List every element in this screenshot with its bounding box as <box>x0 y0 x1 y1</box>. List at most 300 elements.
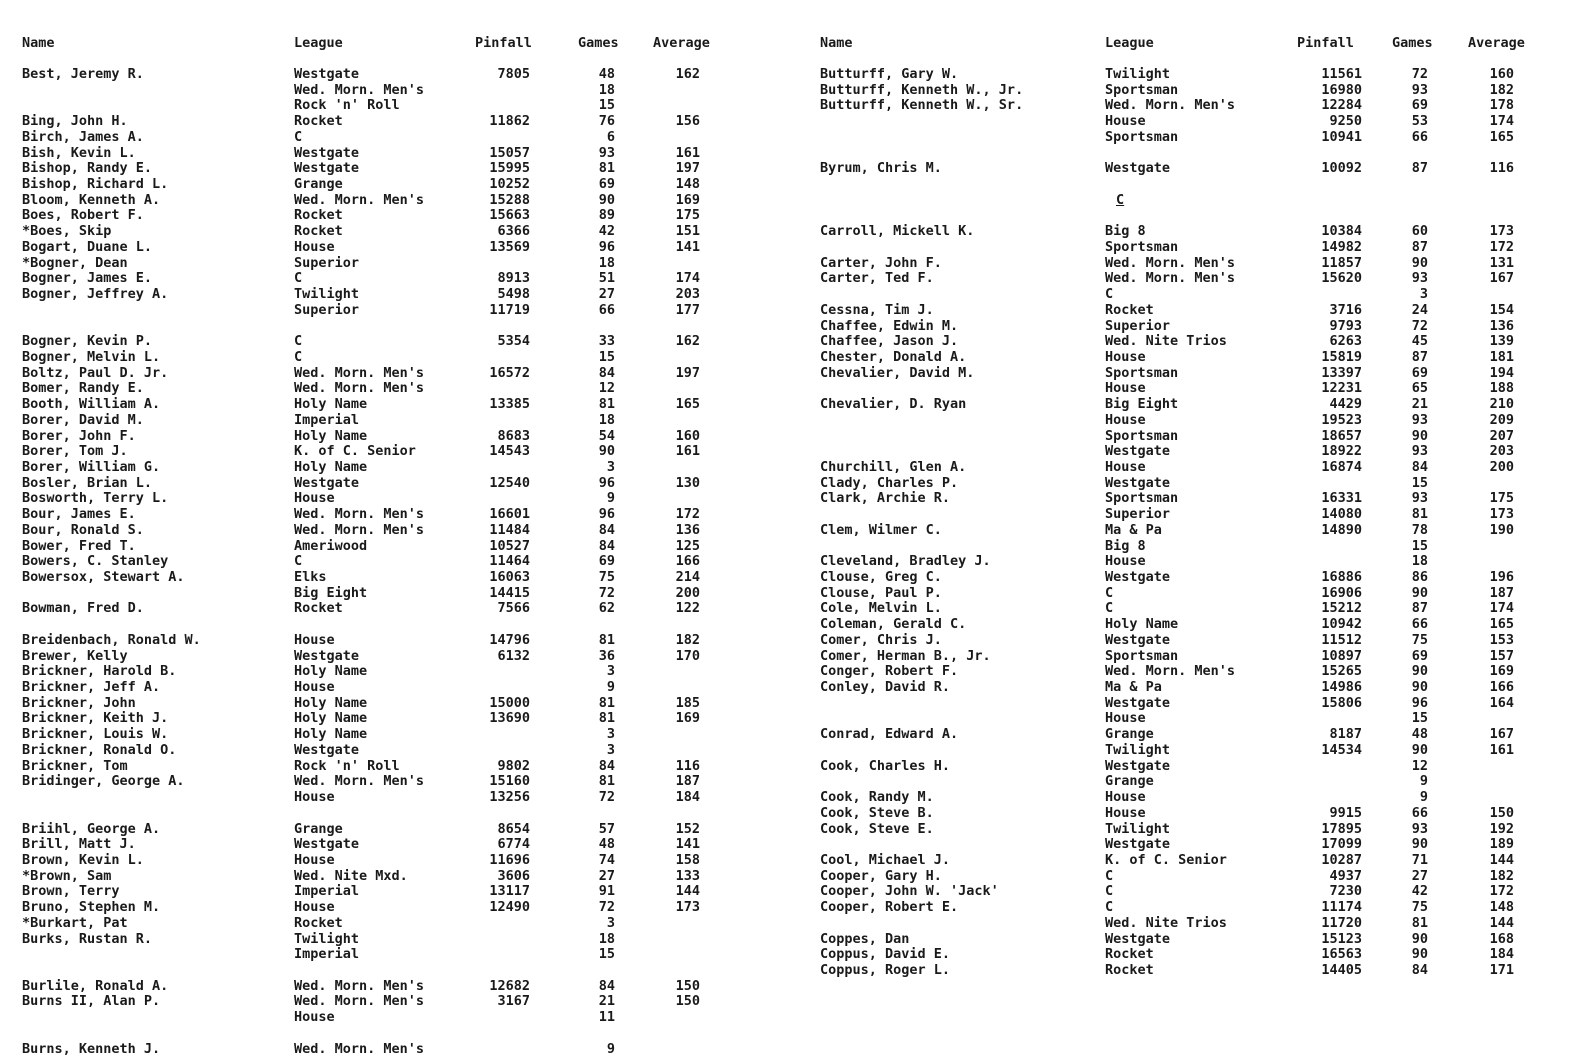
bowler-name: Brickner, Harold B. <box>22 663 177 680</box>
bowler-name: Chaffee, Edwin M. <box>820 317 959 334</box>
average-value: 197 <box>675 364 700 381</box>
games-value: 93 <box>598 144 615 161</box>
league-name: C <box>294 553 303 570</box>
games-value: 18 <box>598 411 615 428</box>
average-value: 185 <box>675 694 700 711</box>
bowler-name: Cooper, Gary H. <box>820 867 942 884</box>
bowler-name: Bomer, Randy E. <box>22 380 144 397</box>
games-value: 18 <box>598 254 615 271</box>
league-name: House <box>1105 380 1146 397</box>
average-value: 172 <box>1489 238 1514 255</box>
games-value: 3 <box>606 914 615 931</box>
average-value: 141 <box>675 238 700 255</box>
average-value: 174 <box>1489 113 1514 130</box>
league-name: House <box>294 851 335 868</box>
pinfall-value: 15000 <box>489 694 530 711</box>
bowler-name: Cook, Randy M. <box>820 789 934 806</box>
league-name: Superior <box>1105 317 1171 334</box>
average-value: 150 <box>675 977 700 994</box>
average-value: 160 <box>675 427 700 444</box>
pinfall-value: 13385 <box>489 396 530 413</box>
league-name: Westgate <box>1105 474 1171 491</box>
league-name: Imperial <box>294 411 360 428</box>
league-name: House <box>294 631 335 648</box>
pinfall-value: 4937 <box>1329 867 1362 884</box>
bowler-name: Brickner, Ronald O. <box>22 741 177 758</box>
pinfall-value: 8654 <box>497 820 530 837</box>
league-name: Westgate <box>294 474 360 491</box>
games-value: 57 <box>598 820 615 837</box>
league-name: Holy Name <box>294 663 368 680</box>
average-value: 164 <box>1489 694 1514 711</box>
league-name: Holy Name <box>294 427 368 444</box>
games-value: 9 <box>606 490 615 507</box>
league-name: C <box>1105 584 1114 601</box>
bowler-name: Borer, William G. <box>22 458 161 475</box>
games-value: 33 <box>598 333 615 350</box>
average-value: 116 <box>1489 160 1514 177</box>
average-value: 168 <box>1489 930 1514 947</box>
games-value: 42 <box>1411 883 1428 900</box>
pinfall-value: 14534 <box>1321 741 1362 758</box>
games-value: 62 <box>598 600 615 617</box>
average-value: 144 <box>1489 914 1514 931</box>
pinfall-value: 15123 <box>1321 930 1362 947</box>
pinfall-value: 18922 <box>1321 443 1362 460</box>
games-value: 90 <box>1411 930 1428 947</box>
league-name: Rocket <box>294 600 343 617</box>
games-value: 48 <box>1411 726 1428 743</box>
pinfall-value: 6774 <box>497 836 530 853</box>
pinfall-value: 15265 <box>1321 663 1362 680</box>
games-value: 90 <box>1411 741 1428 758</box>
average-value: 197 <box>675 160 700 177</box>
bowler-name: Brill, Matt J. <box>22 836 136 853</box>
pinfall-value: 17895 <box>1321 820 1362 837</box>
average-value: 184 <box>1489 946 1514 963</box>
average-value: 153 <box>1489 631 1514 648</box>
average-value: 170 <box>675 647 700 664</box>
league-name: House <box>294 1009 335 1026</box>
games-value: 9 <box>606 679 615 696</box>
games-value: 15 <box>598 97 615 114</box>
average-value: 122 <box>675 600 700 617</box>
bowler-name: Butturff, Kenneth W., Sr. <box>820 97 1024 114</box>
league-name: Wed. Nite Mxd. <box>294 867 408 884</box>
league-name: C <box>294 348 303 365</box>
pinfall-value: 17099 <box>1321 836 1362 853</box>
bowler-name: Cole, Melvin L. <box>820 600 942 617</box>
pinfall-value: 7230 <box>1329 883 1362 900</box>
league-name: Holy Name <box>294 694 368 711</box>
league-name: Wed. Morn. Men's <box>1105 254 1236 271</box>
bowler-name: Bosworth, Terry L. <box>22 490 169 507</box>
games-value: 90 <box>1411 427 1428 444</box>
pinfall-value: 7805 <box>497 66 530 82</box>
games-value: 75 <box>1411 631 1428 648</box>
league-name: Westgate <box>1105 569 1171 585</box>
pinfall-value: 18657 <box>1321 427 1362 444</box>
bowler-name: Bowers, C. Stanley <box>22 553 169 570</box>
games-value: 69 <box>598 176 615 193</box>
league-name: Westgate <box>294 647 360 664</box>
average-value: 116 <box>675 757 700 774</box>
pinfall-value: 3716 <box>1329 301 1362 318</box>
pinfall-value: 12284 <box>1321 97 1362 114</box>
bowler-name: Carter, Ted F. <box>820 270 934 287</box>
average-value: 187 <box>675 773 700 790</box>
league-name: C <box>1105 899 1114 916</box>
games-value: 66 <box>1411 804 1428 821</box>
pinfall-value: 16601 <box>489 506 530 523</box>
pinfall-value: 5498 <box>497 286 530 303</box>
games-value: 69 <box>1411 647 1428 664</box>
average-value: 173 <box>1489 223 1514 240</box>
average-value: 171 <box>1489 961 1514 978</box>
league-name: Holy Name <box>294 396 368 413</box>
league-name: House <box>1105 789 1146 806</box>
bowler-name: Cook, Steve B. <box>820 804 934 821</box>
league-name: Holy Name <box>294 726 368 743</box>
league-name: Grange <box>1105 726 1154 743</box>
games-value: 72 <box>598 584 615 601</box>
league-name: Rocket <box>1105 946 1154 963</box>
average-value: 167 <box>1489 726 1514 743</box>
header-average: Average <box>653 35 710 51</box>
pinfall-value: 15288 <box>489 191 530 208</box>
league-name: Twilight <box>1105 741 1171 758</box>
bowler-name: Bridinger, George A. <box>22 773 185 790</box>
bowler-name: Churchill, Glen A. <box>820 458 967 475</box>
bowler-name: Bogner, Melvin L. <box>22 348 161 365</box>
header-games: Games <box>578 35 619 51</box>
average-value: 136 <box>675 521 700 538</box>
games-value: 86 <box>1411 569 1428 585</box>
games-value: 9 <box>1419 789 1428 806</box>
pinfall-value: 12231 <box>1321 380 1362 397</box>
league-name: Westgate <box>1105 757 1171 774</box>
league-name: House <box>294 490 335 507</box>
average-value: 174 <box>1489 600 1514 617</box>
games-value: 96 <box>598 238 615 255</box>
bowler-name: Chester, Donald A. <box>820 348 967 365</box>
league-name: C <box>294 333 303 350</box>
bowler-name: Bishop, Richard L. <box>22 176 169 193</box>
league-name: Westgate <box>1105 631 1171 648</box>
average-value: 181 <box>1489 348 1514 365</box>
average-value: 175 <box>1489 490 1514 507</box>
bowler-name: Breidenbach, Ronald W. <box>22 631 201 648</box>
games-value: 90 <box>1411 254 1428 271</box>
average-value: 161 <box>675 144 700 161</box>
bowler-name: Clark, Archie R. <box>820 490 951 507</box>
league-name: Westgate <box>294 741 360 758</box>
league-name: House <box>294 899 335 916</box>
pinfall-value: 13256 <box>489 789 530 806</box>
games-value: 69 <box>1411 97 1428 114</box>
games-value: 3 <box>606 663 615 680</box>
league-name: Wed. Morn. Men's <box>1105 663 1236 680</box>
bowler-name: Carroll, Mickell K. <box>820 223 975 240</box>
games-value: 66 <box>1411 128 1428 145</box>
games-value: 69 <box>598 553 615 570</box>
league-name: K. of C. Senior <box>294 443 416 460</box>
league-name: Big Eight <box>294 584 368 601</box>
league-name: Wed. Morn. Men's <box>294 521 425 538</box>
pinfall-value: 11484 <box>489 521 530 538</box>
league-name: Rocket <box>1105 961 1154 978</box>
average-value: 161 <box>1489 741 1514 758</box>
games-value: 84 <box>598 521 615 538</box>
league-name: K. of C. Senior <box>1105 851 1227 868</box>
games-value: 90 <box>1411 679 1428 696</box>
games-value: 81 <box>1411 506 1428 523</box>
league-name: Big 8 <box>1105 537 1146 554</box>
bowler-name: *Bogner, Dean <box>22 254 128 271</box>
games-value: 12 <box>1411 757 1428 774</box>
bowler-name: Bishop, Randy E. <box>22 160 153 177</box>
games-value: 84 <box>1411 961 1428 978</box>
pinfall-value: 15620 <box>1321 270 1362 287</box>
bowler-name: Bogner, James E. <box>22 270 153 287</box>
games-value: 75 <box>1411 899 1428 916</box>
bowler-name: Briihl, George A. <box>22 820 161 837</box>
bowler-name: Bowersox, Stewart A. <box>22 569 185 585</box>
games-value: 3 <box>606 726 615 743</box>
league-name: House <box>1105 804 1146 821</box>
league-name: Westgate <box>1105 694 1171 711</box>
bowler-name: Brickner, Keith J. <box>22 710 169 727</box>
league-name: House <box>294 679 335 696</box>
pinfall-value: 15995 <box>489 160 530 177</box>
average-value: 130 <box>675 474 700 491</box>
games-value: 93 <box>1411 270 1428 287</box>
games-value: 90 <box>1411 584 1428 601</box>
pinfall-value: 11696 <box>489 851 530 868</box>
bowler-name: Chevalier, D. Ryan <box>820 396 967 413</box>
bowler-name: Bosler, Brian L. <box>22 474 153 491</box>
games-value: 89 <box>598 207 615 224</box>
games-value: 93 <box>1411 820 1428 837</box>
games-value: 71 <box>1411 851 1428 868</box>
games-value: 18 <box>598 930 615 947</box>
games-value: 87 <box>1411 600 1428 617</box>
games-value: 69 <box>1411 364 1428 381</box>
average-value: 151 <box>675 223 700 240</box>
pinfall-value: 15806 <box>1321 694 1362 711</box>
average-value: 161 <box>675 443 700 460</box>
average-value: 182 <box>1489 81 1514 98</box>
average-value: 156 <box>675 113 700 130</box>
games-value: 76 <box>598 113 615 130</box>
average-value: 165 <box>675 396 700 413</box>
average-value: 210 <box>1489 396 1514 413</box>
pinfall-value: 11720 <box>1321 914 1362 931</box>
games-value: 81 <box>598 773 615 790</box>
bowler-name: Conger, Robert F. <box>820 663 959 680</box>
bowler-name: Cool, Michael J. <box>820 851 951 868</box>
games-value: 66 <box>1411 616 1428 633</box>
bowler-name: Best, Jeremy R. <box>22 66 144 82</box>
bowler-name: Conrad, Edward A. <box>820 726 959 743</box>
average-value: 131 <box>1489 254 1514 271</box>
games-value: 87 <box>1411 348 1428 365</box>
bowler-name: Clouse, Greg C. <box>820 569 942 585</box>
average-value: 165 <box>1489 616 1514 633</box>
games-value: 21 <box>1411 396 1428 413</box>
league-name: Twilight <box>294 286 360 303</box>
average-value: 160 <box>1489 66 1514 82</box>
bowler-name: Booth, William A. <box>22 396 161 413</box>
league-name: C <box>1105 883 1114 900</box>
bowler-name: *Boes, Skip <box>22 223 112 240</box>
pinfall-value: 16980 <box>1321 81 1362 98</box>
pinfall-value: 14080 <box>1321 506 1362 523</box>
league-name: Wed. Morn. Men's <box>294 380 425 397</box>
bowler-name: Bower, Fred T. <box>22 537 136 554</box>
average-value: 165 <box>1489 128 1514 145</box>
average-value: 175 <box>675 207 700 224</box>
games-value: 12 <box>598 380 615 397</box>
games-value: 87 <box>1411 160 1428 177</box>
bowler-name: Burks, Rustan R. <box>22 930 153 947</box>
games-value: 18 <box>1411 553 1428 570</box>
bowler-name: Bogner, Kevin P. <box>22 333 153 350</box>
bowler-name: Comer, Chris J. <box>820 631 942 648</box>
bowler-name: Cessna, Tim J. <box>820 301 934 318</box>
games-value: 48 <box>598 836 615 853</box>
average-value: 194 <box>1489 364 1514 381</box>
league-name: Rocket <box>294 914 343 931</box>
bowler-name: Brickner, Louis W. <box>22 726 169 743</box>
average-value: 200 <box>675 584 700 601</box>
bowler-name: Cleveland, Bradley J. <box>820 553 991 570</box>
games-value: 75 <box>598 569 615 585</box>
bowler-name: Boes, Robert F. <box>22 207 144 224</box>
games-value: 42 <box>598 223 615 240</box>
games-value: 90 <box>1411 663 1428 680</box>
games-value: 72 <box>1411 66 1428 82</box>
league-name: Westgate <box>1105 160 1171 177</box>
games-value: 84 <box>598 977 615 994</box>
average-value: 196 <box>1489 569 1514 585</box>
games-value: 81 <box>1411 914 1428 931</box>
pinfall-value: 11857 <box>1321 254 1362 271</box>
average-value: 192 <box>1489 820 1514 837</box>
average-value: 154 <box>1489 301 1514 318</box>
league-name: Ameriwood <box>294 537 368 554</box>
league-name: Big Eight <box>1105 396 1179 413</box>
header-league: League <box>294 35 343 51</box>
header-pinfall: Pinfall <box>475 35 532 51</box>
average-value: 214 <box>675 569 700 585</box>
header-name: Name <box>820 35 853 51</box>
bowler-name: Cook, Charles H. <box>820 757 951 774</box>
average-value: 150 <box>675 993 700 1010</box>
average-value: 203 <box>675 286 700 303</box>
average-value: 173 <box>1489 506 1514 523</box>
games-value: 72 <box>598 789 615 806</box>
pinfall-value: 14986 <box>1321 679 1362 696</box>
bowler-name: Clouse, Paul P. <box>820 584 942 601</box>
header-games: Games <box>1392 35 1433 51</box>
games-value: 96 <box>598 506 615 523</box>
league-name: Wed. Nite Trios <box>1105 914 1227 931</box>
bowler-name: Carter, John F. <box>820 254 942 271</box>
header-pinfall: Pinfall <box>1297 35 1354 51</box>
pinfall-value: 15057 <box>489 144 530 161</box>
league-name: Holy Name <box>294 458 368 475</box>
games-value: 53 <box>1411 113 1428 130</box>
average-value: 157 <box>1489 647 1514 664</box>
games-value: 11 <box>598 1009 615 1026</box>
average-value: 172 <box>1489 883 1514 900</box>
bowler-name: Brown, Kevin L. <box>22 851 144 868</box>
average-value: 162 <box>675 66 700 82</box>
bowler-name: Cooper, John W. 'Jack' <box>820 883 999 900</box>
games-value: 3 <box>606 741 615 758</box>
pinfall-value: 13397 <box>1321 364 1362 381</box>
average-value: 187 <box>1489 584 1514 601</box>
average-value: 200 <box>1489 458 1514 475</box>
pinfall-value: 6366 <box>497 223 530 240</box>
average-value: 150 <box>1489 804 1514 821</box>
bowler-name: Clady, Charles P. <box>820 474 959 491</box>
league-name: C <box>1105 600 1114 617</box>
average-value: 166 <box>675 553 700 570</box>
bowler-name: Comer, Herman B., Jr. <box>820 647 991 664</box>
games-value: 65 <box>1411 380 1428 397</box>
average-value: 189 <box>1489 836 1514 853</box>
pinfall-value: 10252 <box>489 176 530 193</box>
games-value: 66 <box>598 301 615 318</box>
pinfall-value: 16874 <box>1321 458 1362 475</box>
league-name: Twilight <box>294 930 360 947</box>
league-name: Westgate <box>1105 930 1171 947</box>
pinfall-value: 10287 <box>1321 851 1362 868</box>
average-value: 169 <box>675 710 700 727</box>
pinfall-value: 3167 <box>497 993 530 1010</box>
games-value: 45 <box>1411 333 1428 350</box>
average-value: 139 <box>1489 333 1514 350</box>
league-name: Westgate <box>294 160 360 177</box>
bowler-name: Butturff, Kenneth W., Jr. <box>820 81 1024 98</box>
pinfall-value: 9793 <box>1329 317 1362 334</box>
pinfall-value: 15212 <box>1321 600 1362 617</box>
average-value: 148 <box>1489 899 1514 916</box>
league-name: Imperial <box>294 883 360 900</box>
bowler-name: Brewer, Kelly <box>22 647 128 664</box>
pinfall-value: 13117 <box>489 883 530 900</box>
games-value: 74 <box>598 851 615 868</box>
pinfall-value: 12540 <box>489 474 530 491</box>
pinfall-value: 11561 <box>1321 66 1362 82</box>
league-name: House <box>1105 710 1146 727</box>
bowler-name: Conley, David R. <box>820 679 951 696</box>
bowler-name: Brickner, John <box>22 694 136 711</box>
games-value: 54 <box>598 427 615 444</box>
league-name: Sportsman <box>1105 364 1179 381</box>
league-name: House <box>1105 113 1146 130</box>
bowler-name: *Burkart, Pat <box>22 914 128 931</box>
league-name: Holy Name <box>1105 616 1179 633</box>
average-value: 169 <box>1489 663 1514 680</box>
bowler-name: Bish, Kevin L. <box>22 144 136 161</box>
pinfall-value: 11174 <box>1321 899 1362 916</box>
bowler-name: Bloom, Kenneth A. <box>22 191 161 208</box>
league-name: Sportsman <box>1105 238 1179 255</box>
pinfall-value: 9250 <box>1329 113 1362 130</box>
